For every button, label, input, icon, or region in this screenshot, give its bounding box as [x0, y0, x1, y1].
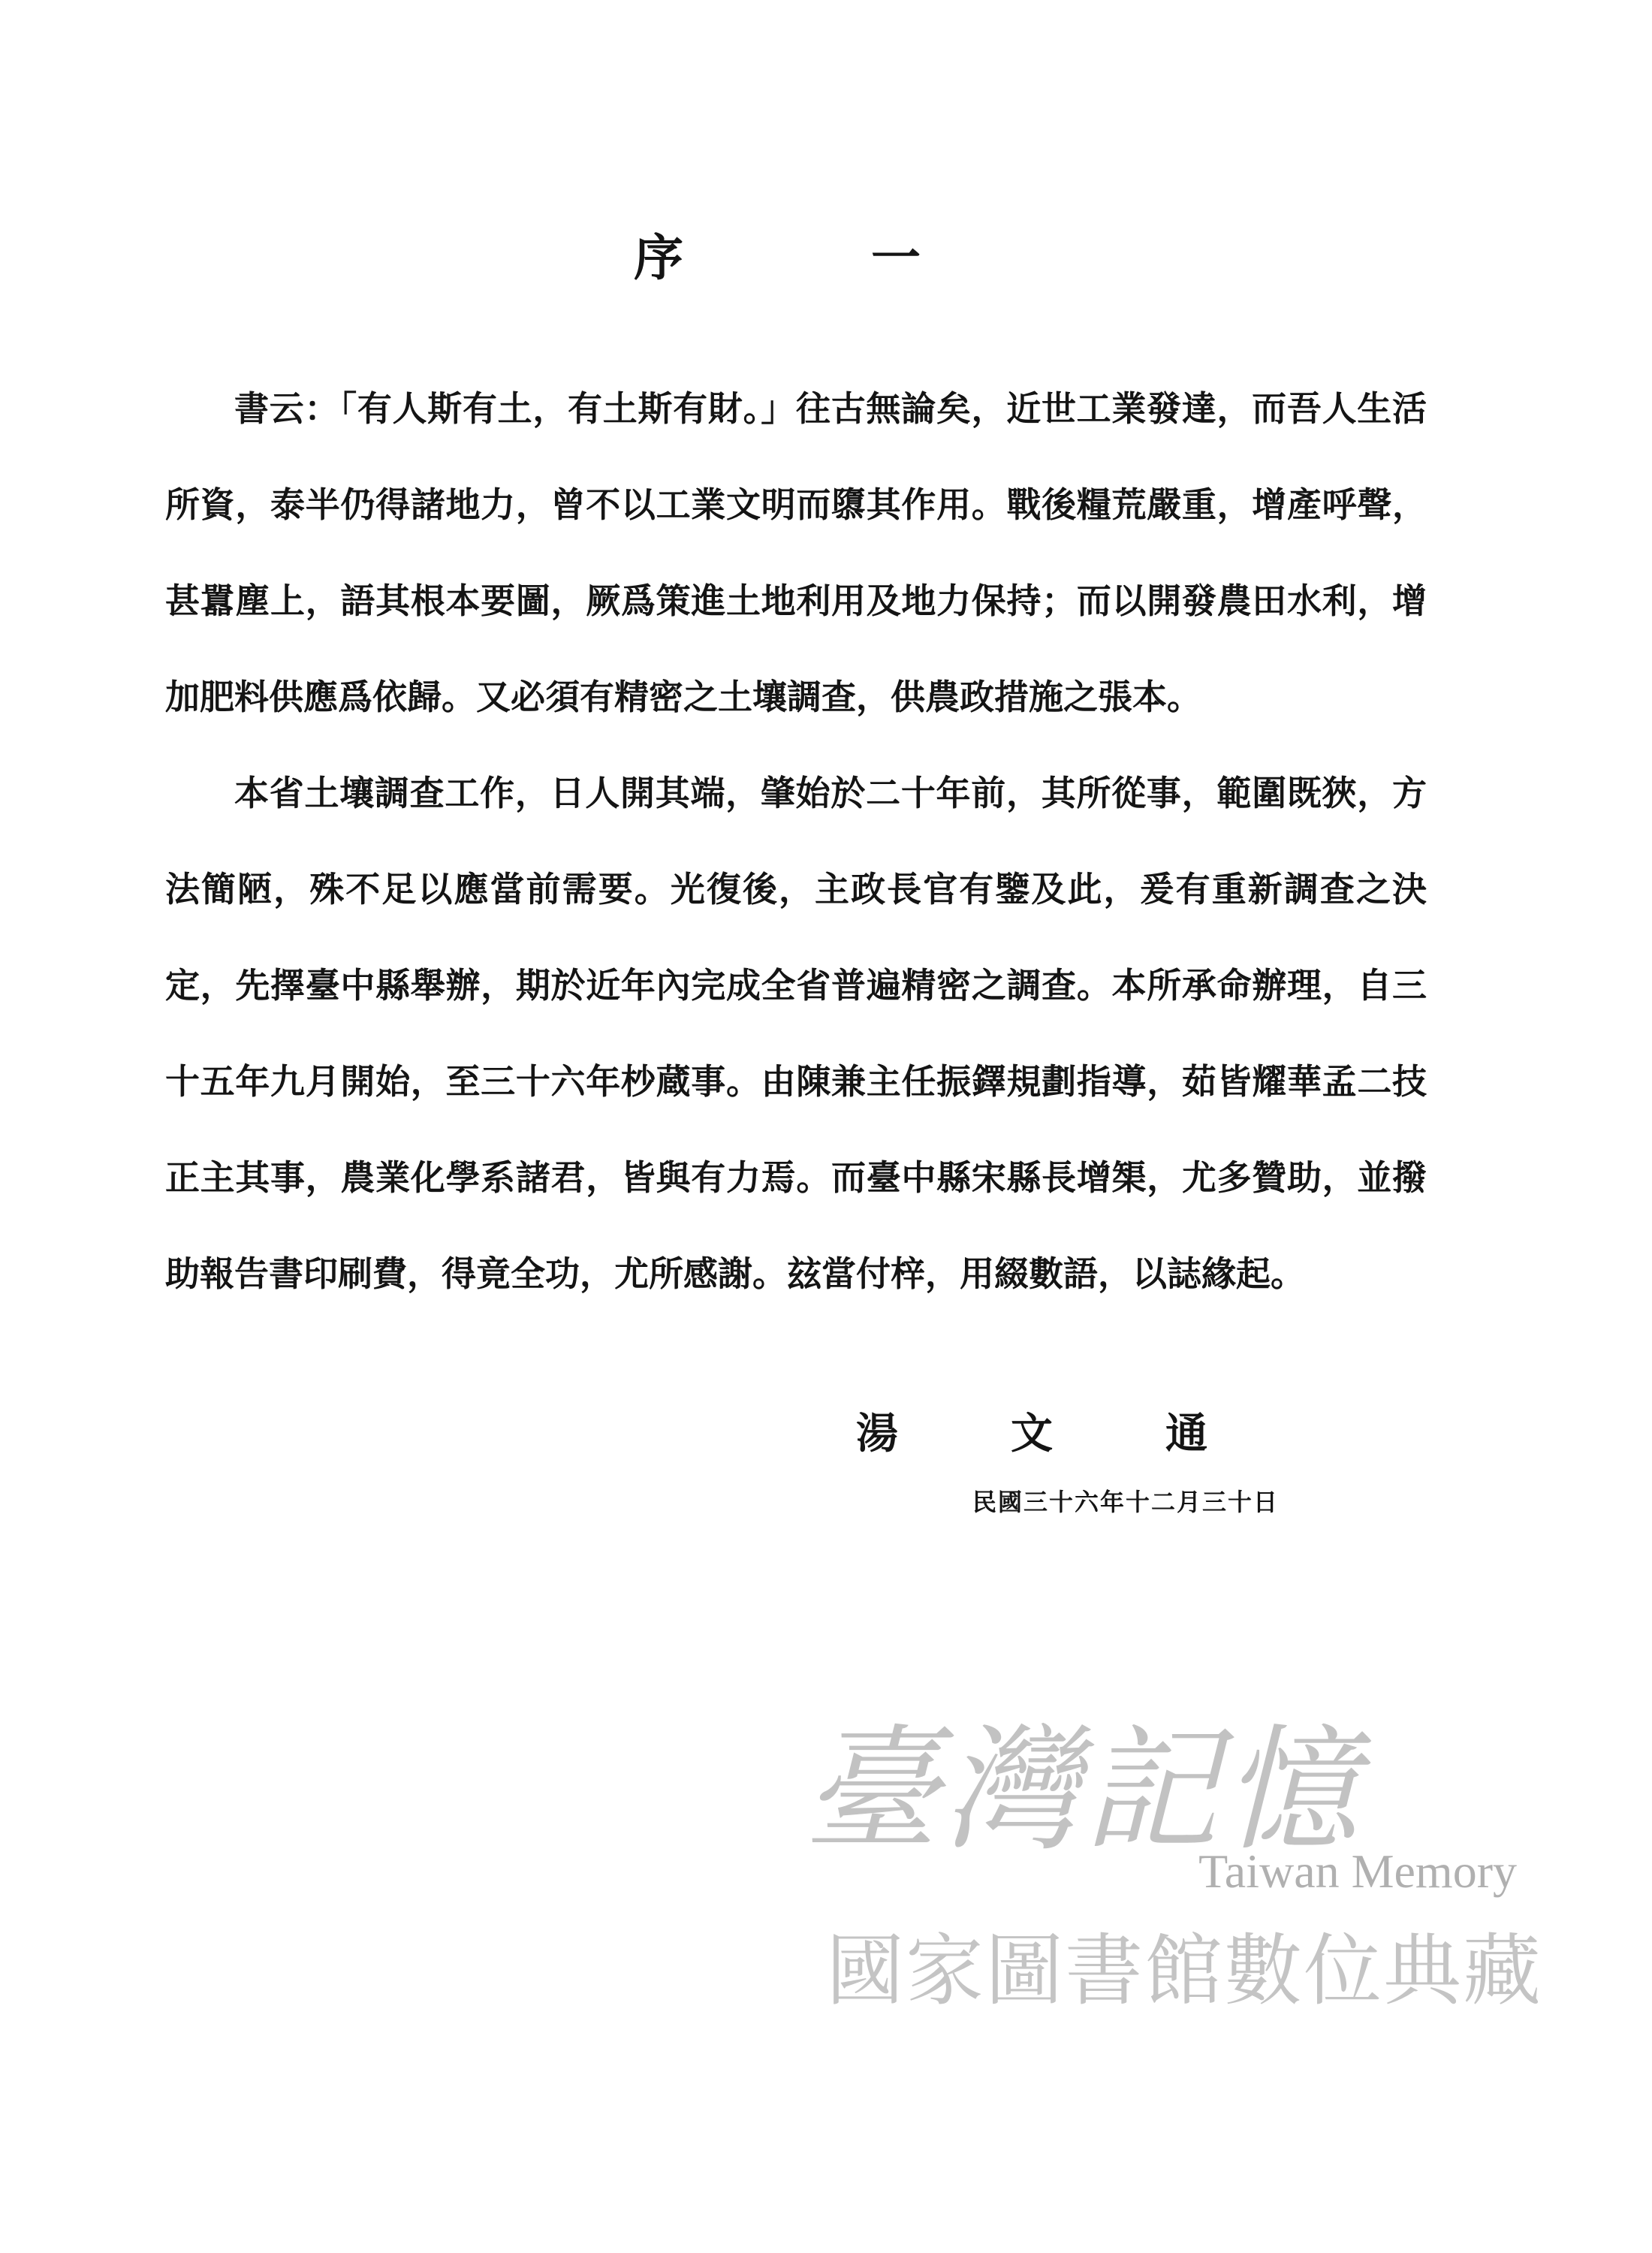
author-signature: 湯文通 [856, 1409, 1320, 1458]
paragraph-1: 書云：「有人斯有土，有土斯有財。」往古無論矣，近世工業發達，而吾人生活所資，泰半仍得諸地力，曾不以工業文明而隳其作用。戰後糧荒嚴重，增產呼聲，甚囂塵上，語其根本要圖，厥爲策進土地利用及地力保持；而以開發農田水利，增加肥料供應爲依歸。又必須有精密之土壤調查，供農政措施之張本。 [165, 388, 1427, 717]
preface-body [165, 360, 1427, 1322]
paragraph-2: 本省土壤調查工作，日人開其端，肇始於二十年前，其所從事，範圍既狹，方法簡陋，殊不足以應當前需要。光復後，主政長官有鑒及此，爰有重新調查之決定，先擇臺中縣舉辦，期於近年內完成全省普遍精密之調查。本所承命辦理，自三十五年九月開始，至三十六年杪蔵事。由陳兼主任振鐸規劃指導，茹皆耀華孟二技正主其事，農業化學系諸君，皆與有力焉。而臺中縣宋縣長增榘，尤多贊助，並撥助報告書印刷費，得竟全功，尤所感謝。玆當付梓，用綴數語，以誌緣起。 [165, 773, 1427, 1294]
watermark-logo: 臺灣記憶 [803, 1712, 1363, 1869]
preface-date: 民國三十六年十二月三十日 [972, 1488, 1280, 1516]
watermark-institution: 國家圖書館數位典藏 [826, 1925, 1543, 2016]
watermark-english: Taiwan Memory [1198, 1844, 1517, 1898]
page-title: 序一 [634, 228, 1108, 287]
watermark [803, 1682, 1543, 2016]
